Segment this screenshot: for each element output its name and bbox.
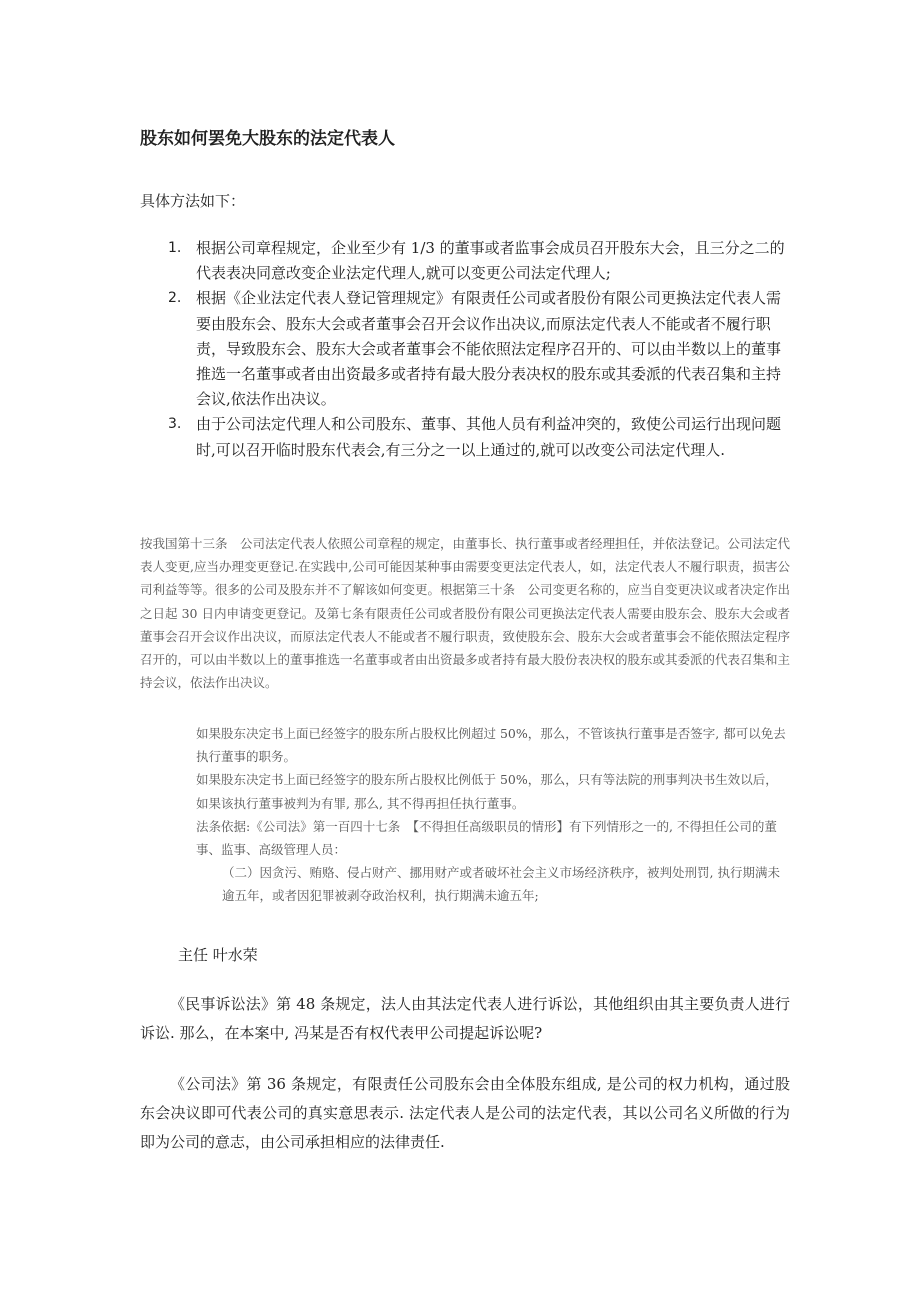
list-item-text: 根据《企业法定代表人登记管理规定》有限责任公司或者股份有限公司更换法定代表人需要由股东会、股东大会或者董事会召开会议作出决议,而原法定代表人不能或者不履行职责，导致股东会、股东大会或者董事会不能依照法定程序召开的、可以由半数以上的董事推选一名董事或者由出资最多或者持有最大股分表决权的股东或其委派的代表召集和主持会议,依法作出决议。 [196,289,782,409]
legal-basis-paragraph: 按我国第十三条 公司法定代表人依照公司章程的规定，由董事长、执行董事或者经理担任，并依法登记。公司法定代表人变更,应当办理变更登记.在实践中,公司可能因某种事由需要变更法定代表人，如，法定代表人不履行职责，损害公司利益等等。很多的公司及股东并不了解该如何变更。根据第三十条 公司变更名称的，应当自变更决议或者决定作出之日起 30 日内申请变更登记。及第七条有限责任公司或者股份有限公司更换法定代表人需要由股东会、股东大会或者董事会召开会议作出决议，而原法定代表人不能或者不履行职责，致使股东会、股东大会或者董事会不能依照法定程序召开的，可以由半数以上的董事推选一名董事或者由出资最多或者持有最大股份表决权的股东或其委派的代表召集和主持会议，依法作出决议。 [140,536,791,691]
method-list [140,236,785,463]
list-item [140,412,785,462]
list-item [140,286,785,412]
body-paragraph: 《公司法》第 36 条规定，有限责任公司股东会由全体股东组成, 是公司的权力机构，通过股东会决议即可代表公司的真实意思表示. 法定代表人是公司的法定代表，其以公司名义所做的行为即为公司的意志，由公司承担相应的法律责任. [140,1075,790,1151]
note-paragraph: 如果股东决定书上面已经签字的股东所占股权比例超过 50%，那么，不管该执行董事是否签字, 都可以免去执行董事的职务。 [196,726,786,765]
list-item-number: 1. [168,240,182,256]
document-title: 股东如何罢免大股东的法定代表人 [140,129,395,149]
list-item-text: 由于公司法定代理人和公司股东、董事、其他人员有利益冲突的，致使公司运行出现问题时,可以召开临时股东代表会,有三分之一以上通过的,就可以改变公司法定代理人. [196,415,782,459]
list-item [140,236,785,286]
list-item-number: 3. [168,416,182,433]
indented-notes [196,722,786,908]
list-item-text: 根据公司章程规定，企业至少有 1/3 的董事或者监事会成员召开股东大会，且三分之二的代表表决同意改变企业法定代理人,就可以变更公司法定代理人; [196,239,785,283]
intro-line: 具体方法如下： [140,192,246,210]
note-paragraph: 如果股东决定书上面已经签字的股东所占股权比例低于 50%，那么，只有等法院的刑事判决书生效以后，如果该执行董事被判为有罪, 那么, 其不得再担任执行董事。 [196,772,778,811]
note-paragraph: 法条依据:《公司法》第一百四十七条 【不得担任高级职员的情形】有下列情形之一的, 不得担任公司的董事、监事、高级管理人员： [196,818,777,858]
signer-line: 主任 叶水荣 [178,946,258,964]
note-paragraph: （二）因贪污、贿赂、侵占财产、挪用财产或者破坏社会主义市场经济秩序，被判处刑罚, 执行期满未逾五年，或者因犯罪被剥夺政治权利，执行期满未逾五年; [222,865,780,904]
body-paragraph: 《民事诉讼法》第 48 条规定，法人由其法定代表人进行诉讼，其他组织由其主要负责人进行诉讼. 那么，在本案中, 冯某是否有权代表甲公司提起诉讼呢? [140,995,790,1042]
list-item-number: 2. [168,290,182,307]
